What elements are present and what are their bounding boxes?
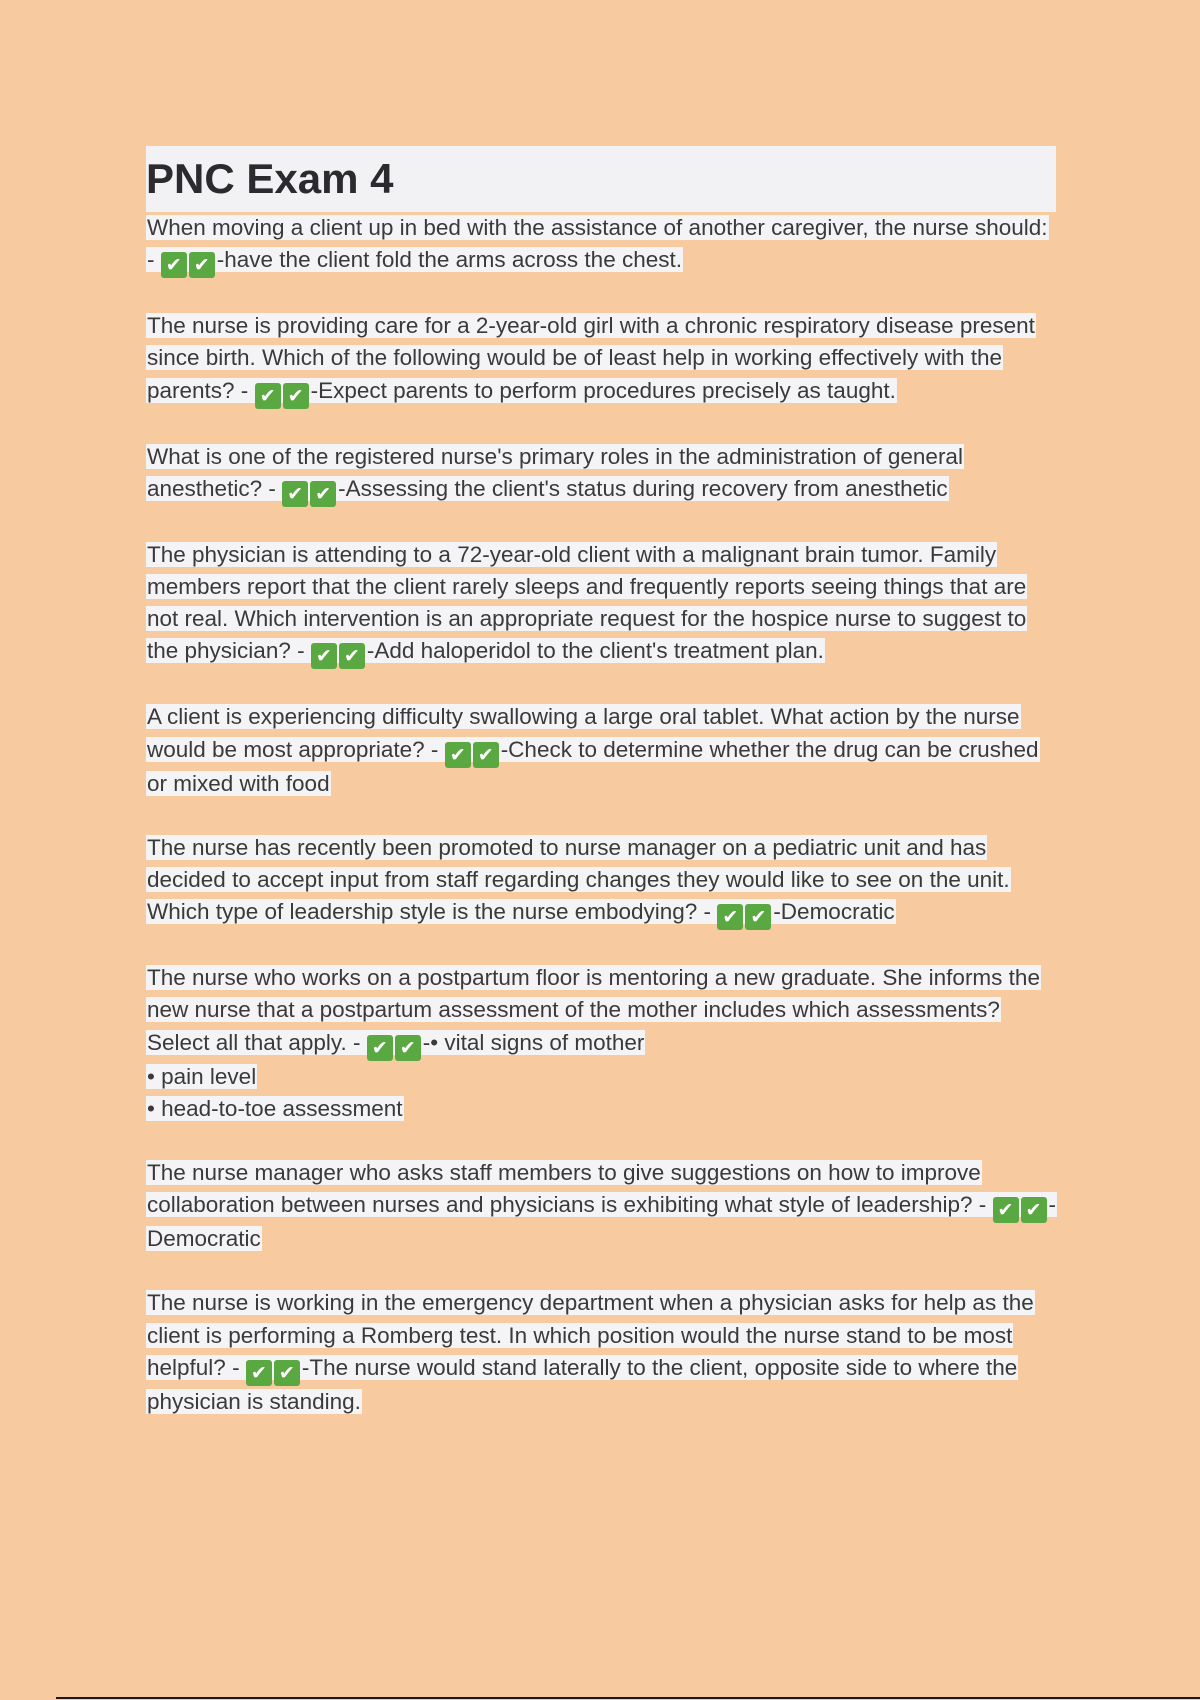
qa-highlight — [146, 1160, 1057, 1251]
check-mark-icon: ✔ — [339, 643, 365, 669]
check-mark-icon: ✔ — [189, 252, 215, 278]
answer-text: -Expect parents to perform procedures precisely as taught. — [310, 377, 896, 403]
answer-text: -Add haloperidol to the client's treatment plan. — [366, 638, 824, 664]
question-text: The nurse who works on a postpartum floor is mentoring a new graduate. She informs the new nurse that a postpartum assessment of the mother includes which assessments? Select all that apply. - — [147, 965, 1040, 1055]
check-mark-icon: ✔ — [311, 643, 337, 669]
check-mark-icon: ✔ — [274, 1360, 300, 1386]
qa-item — [146, 1157, 1056, 1255]
document-page — [146, 146, 1056, 1450]
check-mark-icon: ✔ — [367, 1035, 393, 1061]
answer-list-item: • head-to-toe assessment — [147, 1095, 403, 1121]
qa-highlight — [146, 834, 1011, 929]
check-mark-icon: ✔ — [246, 1360, 272, 1386]
qa-item — [146, 1287, 1056, 1418]
qa-item — [146, 962, 1056, 1125]
document-title: PNC Exam 4 — [146, 155, 394, 202]
answer-text: -The nurse would stand laterally to the client, opposite side to where the physician is standing. — [147, 1354, 1018, 1414]
question-text: A client is experiencing difficulty swallowing a large oral tablet. What action by the nurse would be most appropriate? - — [147, 704, 1020, 762]
check-mark-icon: ✔ — [282, 481, 308, 507]
check-mark-icon: ✔ — [993, 1197, 1019, 1223]
qa-item — [146, 701, 1056, 799]
question-text: The nurse is providing care for a 2-year-old girl with a chronic respiratory disease present since birth. Which of the following would be of least help in working effectively with the parents? - — [147, 313, 1035, 403]
check-mark-icon: ✔ — [161, 252, 187, 278]
question-text: The nurse manager who asks staff members to give suggestions on how to improve collaboration between nurses and physicians is exhibiting what style of leadership? - — [147, 1160, 987, 1218]
check-mark-icon: ✔ — [445, 742, 471, 768]
check-mark-icon: ✔ — [283, 383, 309, 409]
answer-text: -Democratic — [773, 899, 895, 925]
check-mark-icon: ✔ — [717, 904, 743, 930]
question-text: The nurse has recently been promoted to nurse manager on a pediatric unit and has decided to accept input from staff regarding changes they would like to see on the unit. Which type of leadership style is the nurse embodying? - — [147, 834, 1010, 925]
answer-text: -• vital signs of mother — [422, 1029, 645, 1055]
title-bar — [146, 146, 1056, 212]
answer-list-item: • pain level — [147, 1063, 257, 1089]
page-bottom-rule — [56, 1697, 1200, 1699]
question-text: When moving a client up in bed with the assistance of another caregiver, the nurse should: - — [147, 215, 1048, 273]
qa-highlight — [146, 215, 1049, 277]
qa-item — [146, 310, 1056, 408]
check-mark-icon: ✔ — [255, 383, 281, 409]
qa-item — [146, 832, 1056, 930]
answer-text: -Democratic — [147, 1192, 1057, 1252]
question-text: What is one of the registered nurse's primary roles in the administration of general anesthetic? - — [147, 443, 963, 501]
check-mark-icon: ✔ — [745, 904, 771, 930]
qa-item — [146, 539, 1056, 670]
check-mark-icon: ✔ — [310, 481, 336, 507]
check-mark-icon: ✔ — [395, 1035, 421, 1061]
qa-highlight — [146, 965, 1041, 1059]
qa-list — [146, 212, 1056, 1418]
qa-item — [146, 441, 1056, 507]
question-text: The nurse is working in the emergency department when a physician asks for help as the client is performing a Romberg test. In which position would the nurse stand to be most helpful? - — [147, 1290, 1034, 1380]
answer-text: -have the client fold the arms across the chest. — [216, 247, 682, 273]
qa-highlight — [146, 541, 1027, 668]
qa-item — [146, 212, 1056, 278]
qa-highlight — [146, 313, 1036, 407]
qa-highlight — [146, 1290, 1035, 1413]
qa-highlight — [146, 443, 964, 505]
question-text: The physician is attending to a 72-year-old client with a malignant brain tumor. Family members report that the client rarely sleeps and frequently reports seeing things that are not real. Which intervention is an appropriate request for the hospice nurse to suggest to the physician? - — [147, 541, 1027, 664]
check-mark-icon: ✔ — [1021, 1197, 1047, 1223]
answer-text: -Assessing the client's status during recovery from anesthetic — [338, 475, 948, 501]
answer-text: -Check to determine whether the drug can be crushed or mixed with food — [147, 736, 1039, 796]
check-mark-icon: ✔ — [473, 742, 499, 768]
qa-highlight — [146, 704, 1040, 795]
